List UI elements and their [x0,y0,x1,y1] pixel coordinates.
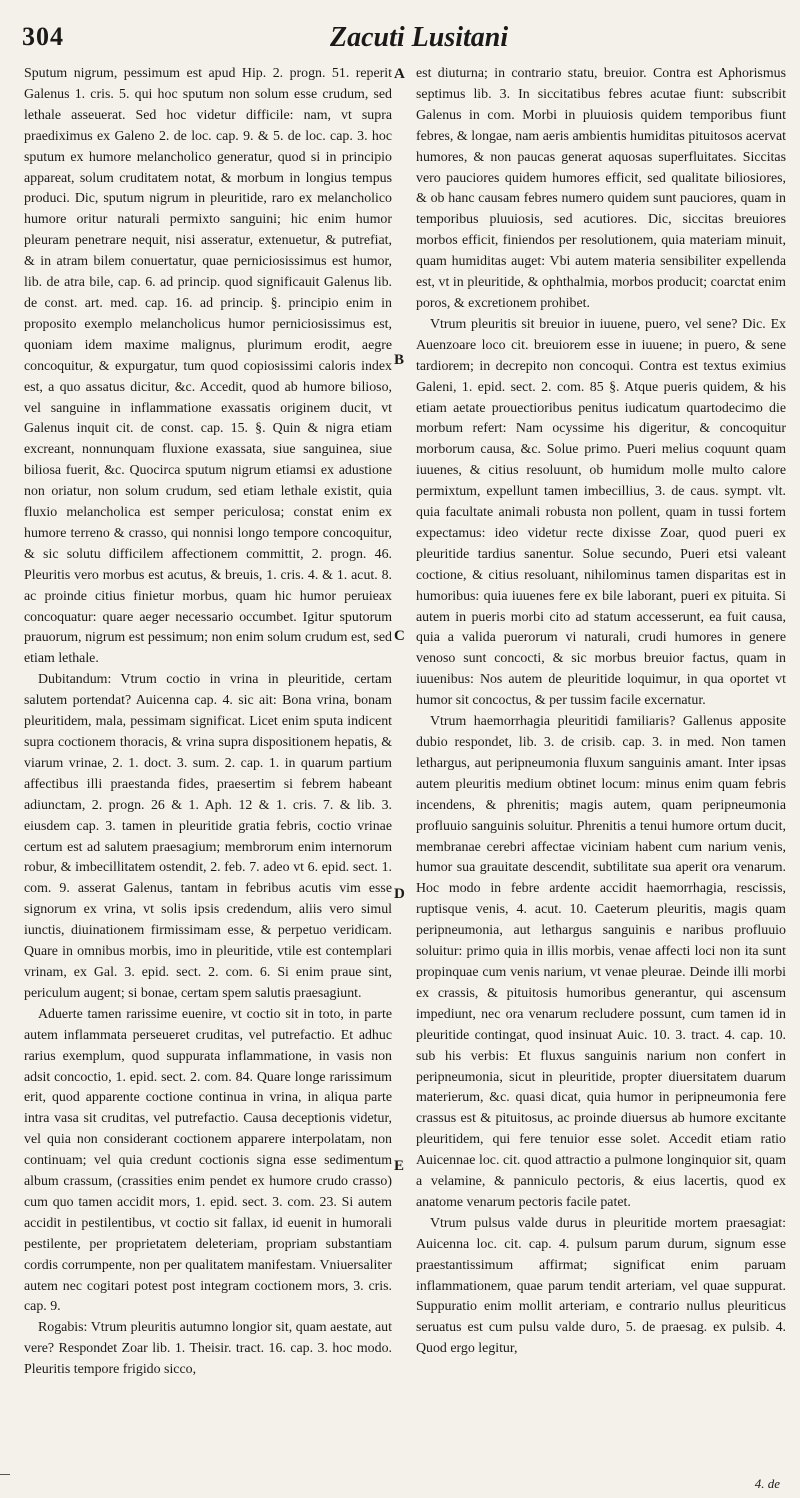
right-column [416,64,786,1360]
page-number: 304 [22,22,64,51]
paragraph: Vtrum pulsus valde durus in pleuritide mortem praesagiat: Auicenna loc. cit. cap. 4. pulsum parum durum, signum esse praestantissimum affirmat; significat enim paruam inflammationem, quae parum tendit arteriam, vel quae suppurat. Suppuratio enim mollit arteriam, e contrario nullus pleuriticus seruatus est cum pulsu valde duro, 5. de praesag. ex pulsib. 4. Quod ergo legitur, [416,1215,786,1357]
page-edge-mark [0,1474,10,1475]
page-header [0,22,800,56]
paragraph: Rogabis: Vtrum pleuritis autumno longior sit, quam aestate, aut vere? Respondet Zoar lib. 1. Theisir. tract. 16. cap. 3. hoc modo. Pleuritis tempore frigido sicco, [24,1320,392,1378]
section-marker-b: B [394,352,405,368]
paragraph: Sputum nigrum, pessimum est apud Hip. 2. progn. 51. reperit Galenus 1. cris. 5. qui hoc sputum non solum esse crudum, sed lethale asseuerat. Sed hoc videtur difficile: nam, vt supra praediximus ex Galeno 2. de loc. cap. 9. & 5. de loc. cap. 3. hoc sputum ex humore melancholico generatur, quod si in principio appareat, solum cruditatem notat, & morbum in longius tempus produci. Dic, sputum nigrum in pleuritide, raro ex melancholico humore oritur naturali permixto sanguini; hic enim humor pleuram penetrare nequit, nisi asseratur, extenuetur, & putrefiat, & in atram bilem conuertatur, quae perniciosissimus est humor, lib. de atra bile, cap. 6. ad princip. quod significauit Galenus lib. de const. art. med. cap. 16. ad princip. §. principio enim in proposito exemplo melancholicus humor perniciosissimus est, quoniam idem maxime malignus, plurimum erodit, aegre concoquitur, & expurgatur, tum quod copiosissimi caloris index est, a quo assatus dicitur, &c. Accedit, quod ab humore bilioso, vel sanguine in inflammatione exassatis originem ducit, vt Galenus inquit cit. de const. cap. 15. §. Quin & nigra etiam excreant, nonnunquam fluxione exassata, siue sanguinea, siue biliosa fuerit, &c. Quocirca sputum nigrum etiamsi ex adustione non oriatur, non solum crudum, sed etiam lethale existit, quia fluxio melancholica est semper periculosa; constat enim ex humore terreno & crasso, qui nonnisi longo tempore concoquitur, & sic solutu difficilem affectionem committit, 2. progn. 46. Pleuritis vero morbus est acutus, & breuis, 1. cris. 4. & 1. acut. 8. ac proinde citius finietur morbus, quam hic humor peruieax concoquatur: quare aeger necessario occumbet. Igitur sputorum prauorum, nigrum est pessimum; non enim solum crudum est, sed etiam lethale. [24,66,392,667]
section-marker-e: E [394,1158,405,1174]
paragraph: Dubitandum: Vtrum coctio in vrina in pleuritide, certam salutem portendat? Auicenna cap. 4. sic ait: Bona vrina, bonam pleuritidem, mala, pessimam significat. Licet enim sputa indicent supra coctionem thoracis, & vrina supra dispositionem hepatis, & viarum vrinae, 2. 1. doct. 3. sum. 2. cap. 1. in quarum partium affectibus illi praestanda fides, praesertim si febrem habeant adiunctam, 2. progn. 26 & 1. Aph. 12 & 1. cris. 7. & lib. 3. eiusdem cap. 3. tamen in pleuritide gratia febris, coctio vrinae certum est ad salutem praesagium; membrorum enim internorum robur, & imbecillitatem ostendit, 2. feb. 7. adeo vt 6. epid. sect. 1. com. 9. asserat Galenus, tantam in febribus acutis vim esse signorum ex vrina, vt solis ipsis credendum, aliis vero simul iunctis, diuinationem firmissimam esse, & perpetuo veridicam. Quare in omnibus morbis, imo in pleuritide, vtile est contemplari vrinam, ex Gal. 3. epid. sect. 2. com. 6. Si enim praue sint, periculum augent; si bonae, certam spem salutis praesagiunt. [24,672,392,1001]
section-marker-c: C [394,628,405,644]
section-marker-d: D [394,886,405,902]
paragraph: Vtrum pleuritis sit breuior in iuuene, puero, vel sene? Dic. Ex Auenzoare loco cit. breuiorem esse in iuuene; in puero, & sene tardiorem; in decrepito non concoqui. Contra est textus eximius Galeni, 1. epid. sect. 2. com. 85 §. Atque pueris quidem, & his etiam aetate prouectioribus penitus iudicatum quartodecimo die morbum refert: Nam ocyssime his digeritur, & concoquitur morborum causa, &c. Solue primo. Pueri melius coquunt quam iuuenes, & citius resoluunt, ob humidum molle multo calore permixtum, expellunt tamen imbecillius, 3. de caus. sympt. vlt. quia facultate animali robusta non pollent, quam in tussi fortem expectamus: ideo videtur recte dixisse Zoar, quod pueri ex pleuritide tardius sanentur. Solue secundo, Pueri etsi valeant coctione, & citius resoluant, nihilominus tamen disparitas est in humoribus: quia iuuenes fere ex bile laborant, pueri ex pituita. Si autem in pueris morbi cito ad statum accesserunt, ea fuit causa, quia a valida puerorum vi naturali, crudi humores in genere venoso sunt concocti, & sic morbus breuior factus, quam in iuuenibus: Nos autem de pleuritide loquimur, in qua oportet vt humor sit concoctus, & per tussim facile excernatur. [416,316,786,709]
paragraph: est diuturna; in contrario statu, breuior. Contra est Aphorismus septimus lib. 3. In siccitatibus febres acutae fiunt: subscribit Galenus in com. Morbi in pluuiosis quidem temporibus fiunt febres, & longae, nam aeris ambientis humiditas pituitosos acervat humores, & non paucas generat aquosas superfluitates. Siccitas vero pauciores quidem humores efficit, sed qualitate biliosiores, & ob hanc causam febres numero quidem sunt pauciores, quam in temporibus pluuiosis, sed acutiores. Dic, siccitas breuiores morbos efficit, finiendos per resolutionem, quia materiam minuit, quam humiditas auget: Vbi autem materia sensibiliter expellenda est, vt in pleuritide, & ophthalmia, morbos producit; coarctat enim poros, & excretionem prohibet. [416,66,786,311]
section-marker-a: A [394,66,405,82]
running-head: Zacuti Lusitani [330,22,509,53]
catchword: 4. de [754,1476,780,1491]
left-column [24,64,392,1381]
paragraph: Aduerte tamen rarissime euenire, vt coctio sit in toto, in parte autem inflammata perseueret cruditas, vel putrefactio. Et adhuc rarius exemplum, quod suppurata inflammatione, in vasis non adsit concoctio, 1. epid. sect. 2. com. 84. Quare longe rarissimum erit, quod apparente coctione continua in vrina, in aliqua parte intra vasa sit cruditas, vel putrefactio. Causa deceptionis videtur, vel quia non considerant coctionem apparere interpolatam, non continuam; vel quia credunt coctionis signa esse sedimentum album crassum, (crassities enim pendet ex humore crudo crasso) cum quo tamen accidit mors, 1. epid. sect. 3. com. 23. Si autem accidit in pestilentibus, vt coctio sit fallax, id euenit in humorali pestilente, per proprietatem deleteriam, propriam substantiam cordis corrumpente, non per qualitatem manifestam. Vniuersaliter autem nec cogitari potest post integram coctionem mors, 3. cris. cap. 9. [24,1006,392,1315]
paragraph: Vtrum haemorrhagia pleuritidi familiaris? Gallenus apposite dubio respondet, lib. 3. de crisib. cap. 3. in med. Non tamen lethargus, aut peripneumonia fluxum sanguinis amant. Inter ipsas autem pleuritis medium obtinet locum: minus enim quam febris incendens, & phrenitis; magis autem, quam peripneumonia profluuio sanguinis soluitur. Phrenitis a tenui humore ortum ducit, membranae cerebri affectae viciniam habent cum narium venis, humor sua grauitate descendit, subtilitate sua aperit ora venarum. Hoc modo in febre ardente accidit haemorrhagia, rescissis, ruptisque venis, 4. acut. 10. Caeterum pleuritis, magis quam peripneumonia, aut lethargus sanguinis e naribus profluuio soluitur: primo quia in illis morbis, venae affecti loci non ita sunt propinquae cum venis narium, vt venae pleurae. Deinde illi morbi ex crassis, & pituitosis humoribus generantur, qui ascensum impediunt, nec ora venarum recludere possunt, cum tamen id in pleuritide contingat, quod insinuat Auic. 10. 3. tract. 4. cap. 10. sub his verbis: Et fluxus sanguinis narium non confert in peripneumonia, sicut in pleuritide, propter diuersitatem duarum materierum, &c. quasi dicat, quia humor in peripneumonia fere crassus est & pituitosus, ac proinde diuersus ab humore excitante pleuritidem, qui fere tenuior esse solet. Accedit etiam ratio Auicennae loc. cit. quod attractio a pulmone longinquior sit, quam a velamine, & panniculo pectoris, & eius lacertis, quod ex anatome venarum pectoris facile patet. [416,714,786,1210]
